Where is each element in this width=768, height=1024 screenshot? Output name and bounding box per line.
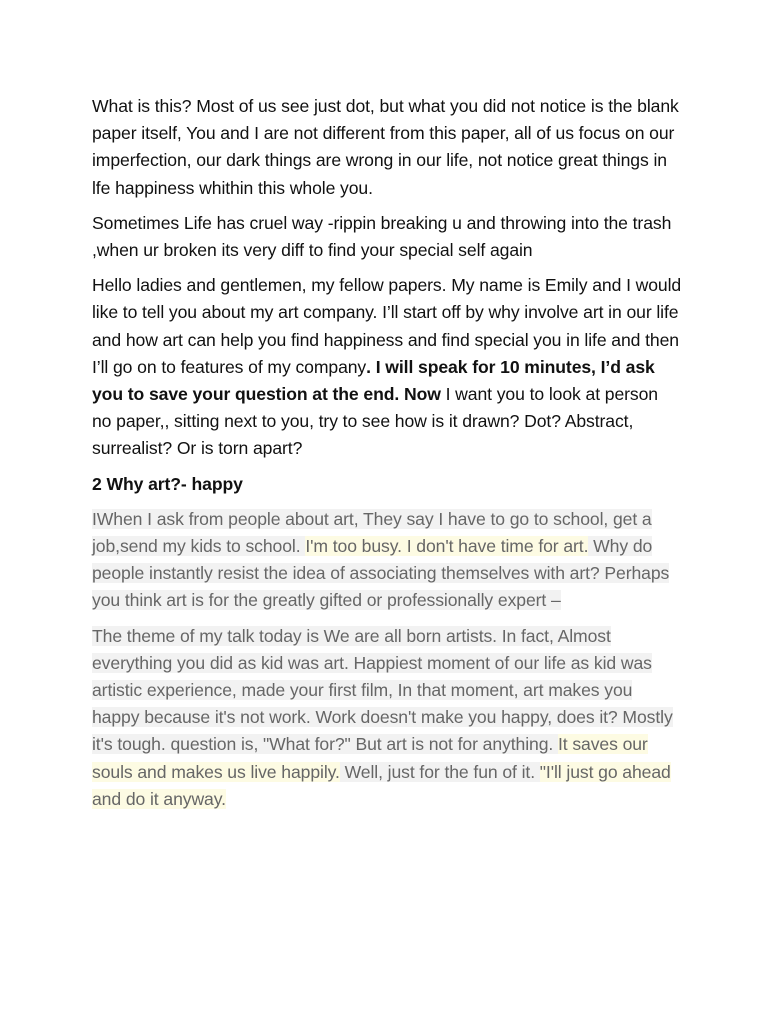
- highlighted-text: "I'll just go ahead and do it anyway.: [92, 761, 671, 809]
- pasted-text: Well, just for the fun of it.: [339, 761, 540, 782]
- intro-bold-text: . I will speak for 10 minutes, I’d ask you to save your question at the end. Now: [92, 356, 655, 405]
- highlighted-text: I'm too busy. I don't have time for art.: [305, 536, 589, 557]
- section-heading: 2 Why art?- happy: [92, 473, 243, 494]
- document-page: [92, 93, 682, 821]
- pasted-text: IWhen I ask from people about art, They say I have to go to school, get a job,send my kids to school.: [92, 508, 652, 557]
- paragraph-born-artists: [92, 623, 682, 813]
- paragraph-introduction: [92, 272, 682, 462]
- intro-text-continued: I want you to look at person no paper,, sitting next to you, try to see how is it drawn? Dot? Abstract, surrealist? Or is torn apart?: [92, 384, 658, 459]
- pasted-text: Why do people instantly resist the idea of associating themselves with art? Perhaps you think art is for the greatly gifted or professionally expert –: [92, 536, 670, 611]
- intro-text: Hello ladies and gentlemen, my fellow papers. My name is Emily and I would like to tell you about my art company. I’ll start off by why involve art in our life and how art can help you find happiness and find special you in life and then I’ll go on to features of my company: [92, 275, 682, 377]
- highlighted-text: It saves our souls and makes us live happily.: [92, 734, 648, 782]
- paragraph-cruel-life: Sometimes Life has cruel way -rippin breaking u and throwing into the trash ,when ur broken its very diff to find your special self again: [92, 212, 672, 261]
- paragraph-why-art: [92, 506, 682, 615]
- paragraph-dot-intro: What is this? Most of us see just dot, but what you did not notice is the blank paper itself, You and I are not different from this paper, all of us focus on our imperfection, our dark things are wrong in our life, not notice great things in lfe happiness whithin this whole you.: [92, 96, 679, 198]
- pasted-text: The theme of my talk today is We are all born artists. In fact, Almost everything you did as kid was art. Happiest moment of our life as kid was artistic experience, made your first film, In that moment, art makes you happy because it's not work. Work doesn't make you happy, does it? Mostly it's tough. question is, "What for?" But art is not for anything.: [92, 625, 673, 755]
